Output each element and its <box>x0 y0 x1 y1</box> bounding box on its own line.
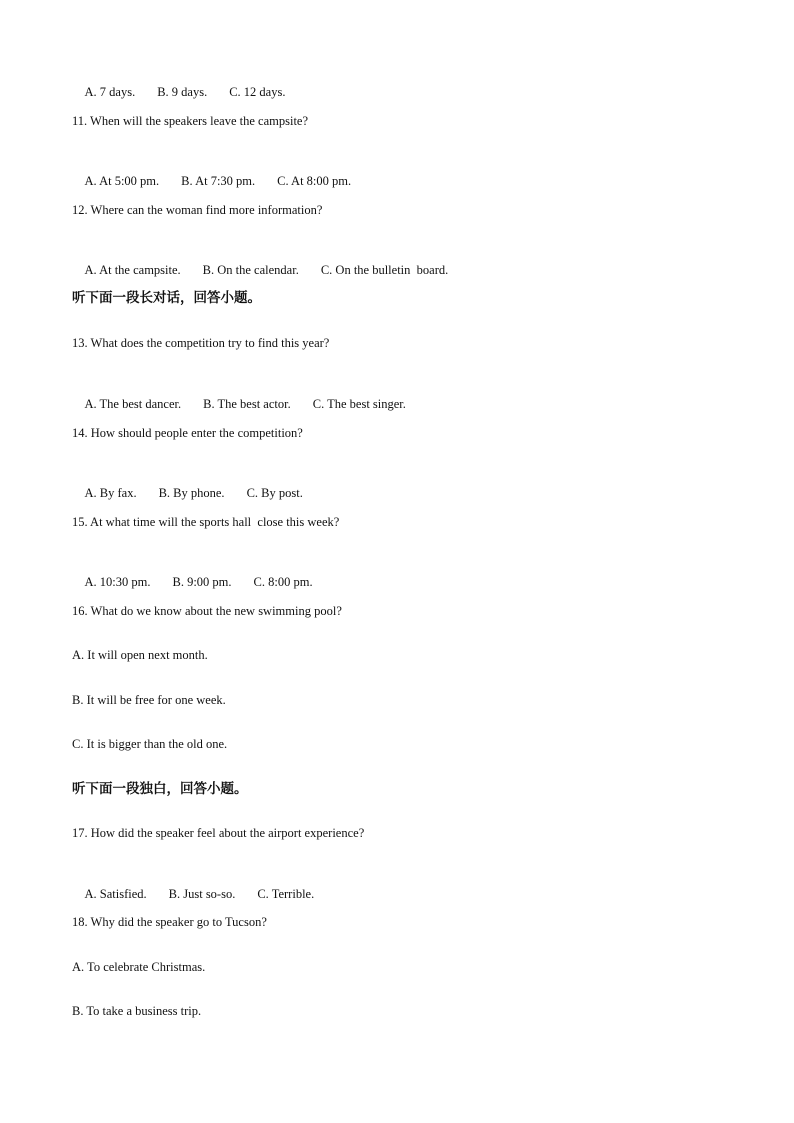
option-c: C. Terrible. <box>257 887 315 901</box>
question-15: 15. At what time will the sports hall close this week? <box>72 515 340 529</box>
option-b: B. By phone. <box>158 486 225 500</box>
option-c: C. 12 days. <box>229 85 286 99</box>
option-b: B. 9 days. <box>157 85 208 99</box>
option-a-line: A. To celebrate Christmas. <box>72 960 206 974</box>
option-a: A. Satisfied. <box>84 887 147 901</box>
option-b: B. Just so-so. <box>168 887 236 901</box>
question-13: 13. What does the competition try to find this year? <box>72 336 330 350</box>
options-q15 <box>72 558 313 606</box>
option-a: A. 7 days. <box>84 85 136 99</box>
option-c: C. By post. <box>246 486 303 500</box>
section-heading-monologue: 听下面一段独白，回答小题。 <box>72 781 248 797</box>
option-a-line: A. It will open next month. <box>72 648 208 662</box>
option-b: B. At 7:30 pm. <box>181 174 256 188</box>
options-q10 <box>72 68 285 116</box>
options-q12 <box>72 246 448 294</box>
question-17: 17. How did the speaker feel about the airport experience? <box>72 826 365 840</box>
question-12: 12. Where can the woman find more information? <box>72 203 323 217</box>
option-a: A. 10:30 pm. <box>84 575 151 589</box>
option-c: C. 8:00 pm. <box>253 575 313 589</box>
question-14: 14. How should people enter the competition? <box>72 426 303 440</box>
option-b: B. The best actor. <box>203 397 291 411</box>
question-18: 18. Why did the speaker go to Tucson? <box>72 915 267 929</box>
option-b: B. On the calendar. <box>202 263 299 277</box>
option-a: A. At the campsite. <box>84 263 181 277</box>
option-c-line: C. It is bigger than the old one. <box>72 737 228 751</box>
option-b-line: B. It will be free for one week. <box>72 693 226 707</box>
option-c: C. On the bulletin board. <box>320 263 449 277</box>
options-q11 <box>72 157 351 205</box>
option-a: A. By fax. <box>84 486 137 500</box>
option-c: C. At 8:00 pm. <box>277 174 352 188</box>
question-11: 11. When will the speakers leave the campsite? <box>72 114 309 128</box>
section-heading-dialogue: 听下面一段长对话，回答小题。 <box>72 290 261 306</box>
options-q13 <box>72 380 406 428</box>
option-b-line: B. To take a business trip. <box>72 1004 202 1018</box>
option-b: B. 9:00 pm. <box>172 575 232 589</box>
options-q14 <box>72 469 303 517</box>
options-q17 <box>72 870 314 918</box>
option-a: A. At 5:00 pm. <box>84 174 160 188</box>
question-16: 16. What do we know about the new swimming pool? <box>72 604 342 618</box>
option-a: A. The best dancer. <box>84 397 182 411</box>
option-c: C. The best singer. <box>312 397 406 411</box>
